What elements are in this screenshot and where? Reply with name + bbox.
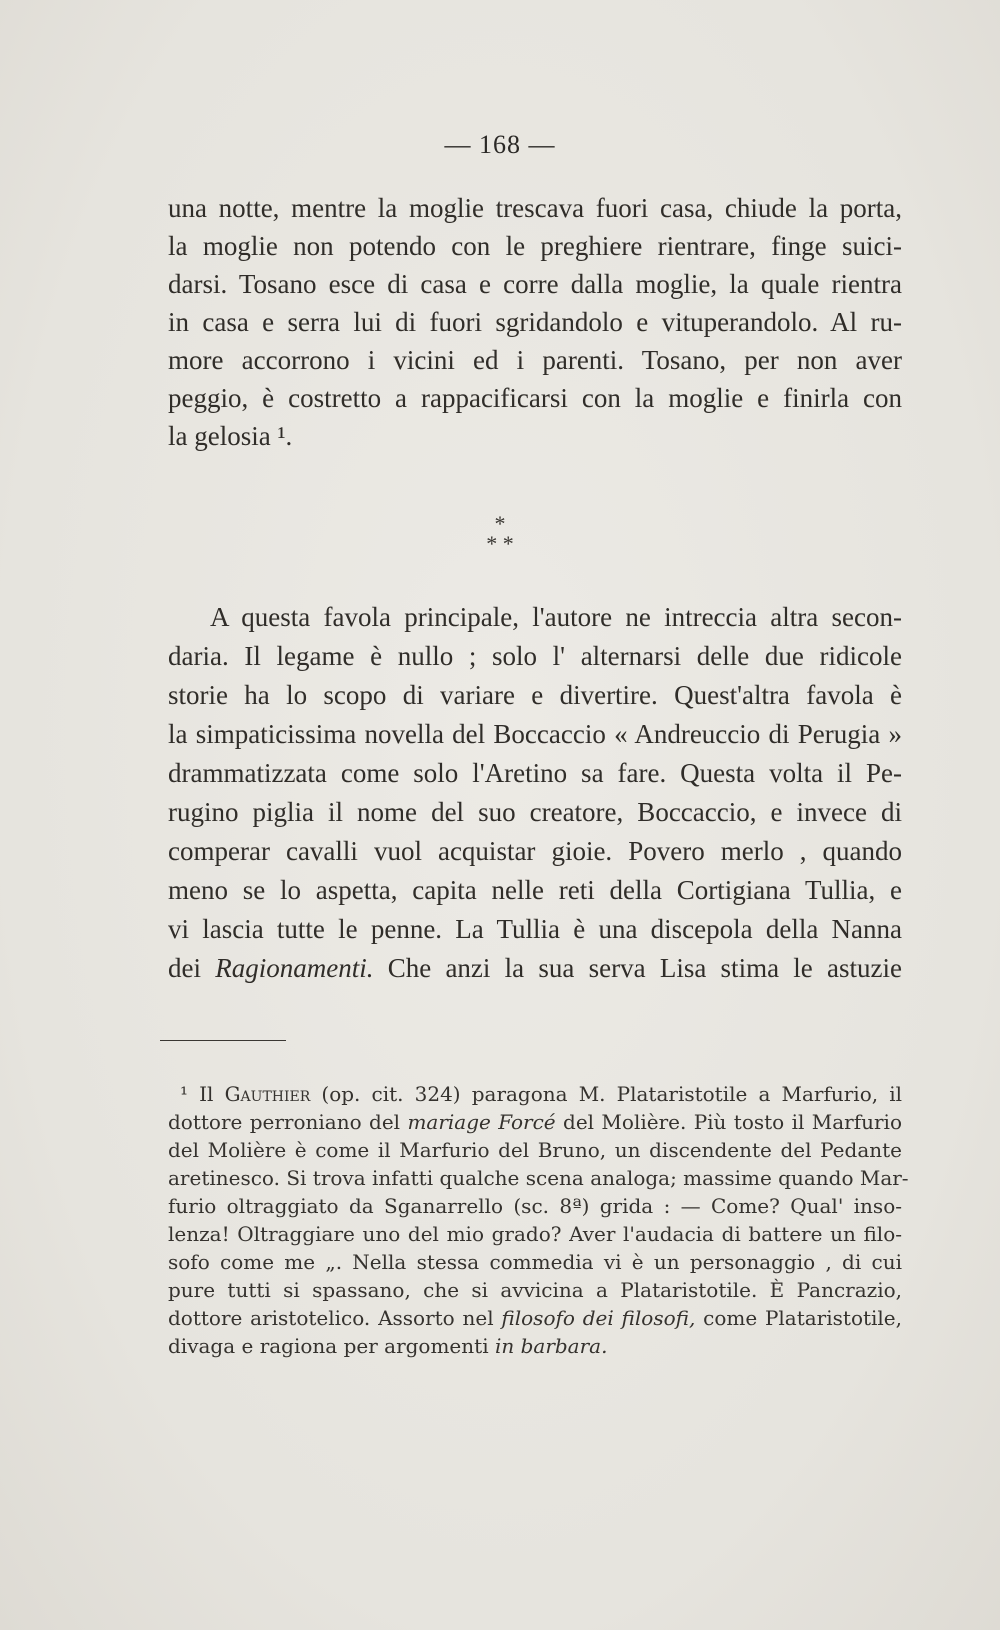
text-line: darsi. Tosano esce di casa e corre dalla moglie, la quale rientra [168, 269, 902, 299]
footnote-line [168, 1332, 902, 1360]
text-line: la simpaticissima novella del Boccaccio « Andreuccio di Perugia » [168, 719, 902, 749]
text-line: storie ha lo scopo di variare e divertire. Quest'altra favola è [168, 680, 902, 710]
text-line: una notte, mentre la moglie trescava fuori casa, chiude la porta, [168, 193, 902, 223]
footnote-line [168, 1108, 902, 1136]
text-line [168, 948, 902, 988]
footnote-line [180, 1080, 902, 1108]
text-segment: dei [168, 953, 216, 983]
asterism-bottom: * * [486, 531, 514, 556]
title-italic: filosofo dei filosofi, [501, 1306, 696, 1330]
asterism-top: * [494, 511, 506, 536]
text-line: vi lascia tutte le penne. La Tullia è una discepola della Nanna [168, 914, 902, 944]
footnote-line: sofo come me „. Nella stessa commedia vi è un personaggio , di cui [168, 1250, 902, 1274]
page-number: — 168 — [444, 130, 556, 159]
footnote-line [168, 1304, 902, 1332]
title-italic: mariage Forcé [407, 1110, 556, 1134]
footnote-rule [160, 1040, 286, 1041]
text-line: la gelosia ¹. [168, 421, 293, 451]
text-segment: Che anzi la sua serva Lisa stima le astuzie [373, 953, 902, 983]
text-line: comperar cavalli vuol acquistar gioie. Povero merlo , quando [168, 836, 902, 866]
footnote-line: aretinesco. Si trova infatti qualche scena analoga; massime quando Mar- [168, 1166, 909, 1190]
footnote-line: pure tutti si spassano, che si avvicina a Plataristotile. È Pancrazio, [168, 1278, 902, 1302]
phrase-italic: in barbara. [494, 1334, 608, 1358]
footnote-line: furio oltraggiato da Sganarrello (sc. 8ª) grida : — Come? Qual' inso- [168, 1194, 902, 1218]
text-line: daria. Il legame è nullo ; solo l' alternarsi delle due ridicole [168, 641, 902, 671]
text-segment: dottore perroniano del [168, 1110, 408, 1134]
text-line: rugino piglia il nome del suo creatore, Boccaccio, e invece di [168, 797, 902, 827]
book-title-italic: Ragionamenti. [215, 953, 374, 983]
text-segment: del Molière. Più tosto il Marfurio [555, 1110, 902, 1134]
text-line: meno se lo aspetta, capita nelle reti della Cortigiana Tullia, e [168, 875, 902, 905]
text-line: la moglie non potendo con le preghiere rientrare, finge suici- [168, 231, 902, 261]
footnote-line: lenza! Oltraggiare uno del mio grado? Aver l'audacia di battere un filo- [168, 1222, 902, 1246]
author-name: Gauthier [224, 1082, 311, 1106]
text-line: A questa favola principale, l'autore ne intreccia altra secon- [210, 602, 902, 632]
footnote-marker: ¹ [180, 1082, 189, 1106]
text-line: more accorrono i vicini ed i parenti. Tosano, per non aver [168, 345, 902, 375]
text-line: peggio, è costretto a rappacificarsi con la moglie e finirla con [168, 383, 902, 413]
text-segment: come Plataristotile, [695, 1306, 903, 1330]
text-line: drammatizzata come solo l'Aretino sa fare. Questa volta il Pe- [168, 758, 902, 788]
text-segment: (op. cit. 324) paragona M. Plataristotile a Marfurio, il [310, 1082, 903, 1106]
text-segment: divaga e ragiona per argomenti [168, 1334, 495, 1358]
text-segment: Il [188, 1082, 225, 1106]
text-line: in casa e serra lui di fuori sgridandolo e vituperandolo. Al ru- [168, 307, 902, 337]
footnote-line: del Molière è come il Marfurio del Bruno, un discendente del Pedante [168, 1138, 902, 1162]
text-segment: dottore aristotelico. Assorto nel [168, 1306, 502, 1330]
